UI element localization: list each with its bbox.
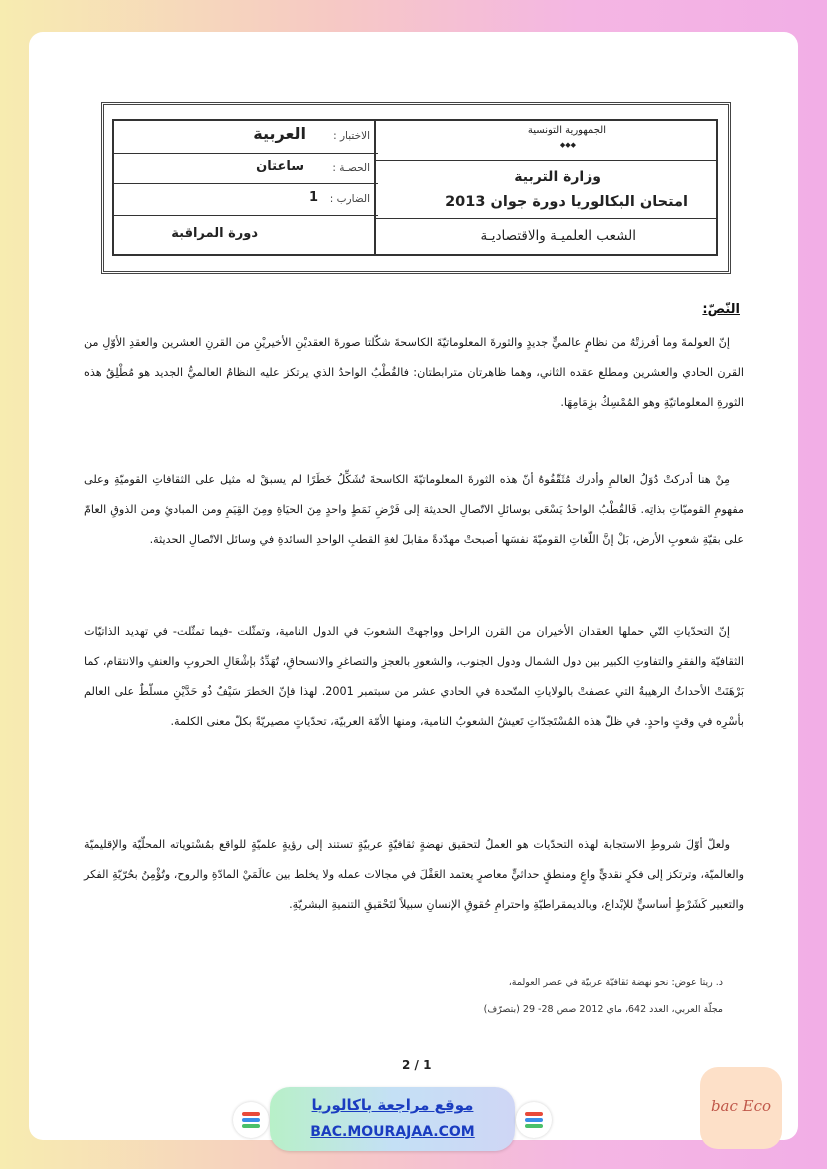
- header-row-streams: [376, 219, 716, 256]
- duration-value: ساعتان: [256, 159, 304, 174]
- streams-label: الشعب العلميـة والاقتصاديـة: [480, 228, 636, 244]
- exam-document: [29, 32, 798, 1140]
- bac-eco-badge: [700, 1067, 782, 1149]
- coefficient-value: 1: [308, 190, 318, 205]
- page-number: 2 / 1: [402, 1058, 432, 1072]
- paragraph-4: ولعلّ أوّلَ شروطِ الاستجابة لهذه التحدّيات هو العملُ لتحقيق نهضةٍ ثقافيّةٍ عربيّةٍ تستند إلى رؤيةٍ علميّةٍ للواقع بمُسْتوياته المحلّيّة والإقليميّة والعالميّة، وترتكز إلى فكرٍ نقديٍّ واعٍ ومنطقٍ حداثيٍّ معاصرٍ يعتمد العَقْلَ في مجالات عمله ولا يخلط بين عالَمَيْ المادّةِ والروح، وتُؤْمِنُ بحُرّيّةِ الفكر والتعبير كَشَرْطٍ أساسيٍّ للإبْداع، وبالديمقراطيّةِ واحترامِ حُقوقِ الإنسانِ سبيلاً لتَحْقيقِ التنميةِ البشريّةِ.: [84, 838, 744, 911]
- site-logo-left-icon[interactable]: [233, 1102, 269, 1138]
- subject-value: العربية: [253, 124, 306, 143]
- subject-label: الاختبار :: [333, 130, 370, 142]
- subject-row: [114, 121, 378, 154]
- source-line-1: د. ريتا عوض: نحو نهضة ثقافيّة عربيّة في عصر العولمة،: [508, 977, 723, 988]
- session-row: [114, 216, 378, 256]
- header-left-panel: [114, 121, 378, 254]
- header-row-ministry: [376, 161, 716, 191]
- source-line-2: مجلّة العربي، العدد 642، ماي 2012 صص 28- 29 (بتصرّف): [483, 1004, 723, 1015]
- coefficient-label: الضارب :: [329, 193, 370, 205]
- site-banner-link[interactable]: [270, 1087, 515, 1151]
- header-row-republic: [376, 121, 716, 161]
- site-logo-right-icon[interactable]: [516, 1102, 552, 1138]
- republic-label: الجمهورية التونسية: [527, 125, 606, 136]
- duration-row: [114, 154, 378, 184]
- ministry-label: وزارة التربية: [514, 169, 601, 185]
- duration-label: الحصـة :: [332, 162, 370, 174]
- site-name-arabic[interactable]: موقع مراجعة باكالوريا: [311, 1096, 474, 1114]
- header-row-exam: [376, 191, 716, 219]
- exam-title: امتحان البكالوريا دورة جوان 2013: [445, 194, 688, 210]
- header-right-panel: [374, 121, 716, 254]
- paragraph-2: مِنْ هنا أدركتْ دُوَلُ العالمِ وأدرك مُثَقّفُوهُ أنّ هذه الثورةَ المعلوماتيّةَ الكاسحةَ تُشَكِّلُ خَطَرًا لم يسبقْ له مثيل على الثقافاتِ القوميّةِ وعلى مفهومِ القوميّاتِ بذاتِه. فَالقُطْبُ الواحدُ يَسْعَى بوسائلِ الاتّصالِ الحديثة إلى فَرْضِ نَمَطٍ واحدٍ مِنَ الحيَاةِ ومِنَ القِيَمِ ومن المبادئِ ومن الذوقِ العامّ على بقيّةِ شعوبِ الأرض، بَلْ إنَّ اللّغاتِ القوميّةَ نفسَها أصبحتْ مهدّدةً مقابلَ لغةِ القطبِ الواحدِ السائدةِ في وسائل الاتّصالِ الحديثة.: [84, 473, 744, 546]
- document-page: [29, 32, 798, 1140]
- header-table: [112, 119, 718, 256]
- site-url[interactable]: BAC.MOURAJAA.COM: [310, 1124, 475, 1140]
- exam-header: [101, 102, 731, 274]
- paragraph-3: إنّ التحدّياتِ التّي حملها العقدان الأخيران من القرن الراحل وواجهتْ الشعوبَ في الدول النامية، وتمثّلت -فيما تمثّلت- في تهديد الذاتيّات الثقافيّة والفقرِ والتفاوتِ الكبير بين دول الشمال ودول الجنوب، والشعورِ بالعجزِ والتصاغرِ والانسحاقِ، تُهَدِّدُ بإشْعَالِ الحروبِ والعنفِ والانتقام، كما بَرْهَنَتْ الأحداثُ الرهيبةُ التي عصفتْ بالولاياتِ المتّحدة في الحادي عشر من سبتمبر 2001. لهذا فإنّ الخطرَ سَيْفٌ ذُو حَدَّيْنِ مسلّطٌ على العالم بأسْرِه في وقتٍ واحدٍ. في ظلّ هذه المُسْتَجدّاتِ تَعيشُ الشعوبُ النامية، ومنها الأمّة العربيّة، تحدّياتٍ مصيريّةً بكلّ معنى الكلمة.: [84, 625, 745, 728]
- ornament-icon: ◆◆◆: [559, 141, 576, 149]
- coefficient-row: [114, 184, 378, 216]
- session-label: دورة المراقبة: [171, 226, 258, 241]
- paragraph-1: إنّ العولمةَ وما أفرزتْهُ من نظامٍ عالميٍّ جديدٍ والثورةَ المعلوماتيّةَ الكاسحةَ شكّلتا صورةَ العقديْنِ الأخيريْنِ من القرنِ العشرين والعقدِ الأوّلِ من القرن الحادي والعشرين ومطلع عقده الثاني، وهما ظاهرتان مترابطتان: فالقُطْبُ الواحدُ الذي يرتكز عليه النظامُ العالميُّ الجديد هو مُطْلِقُ هذه الثورةِ المعلوماتيّةِ وهو المُمْسِكُ بزِمَامِهَا.: [84, 336, 744, 409]
- bac-eco-badge-text: bac Eco: [710, 1097, 772, 1115]
- text-heading: النّصّ:: [702, 302, 740, 317]
